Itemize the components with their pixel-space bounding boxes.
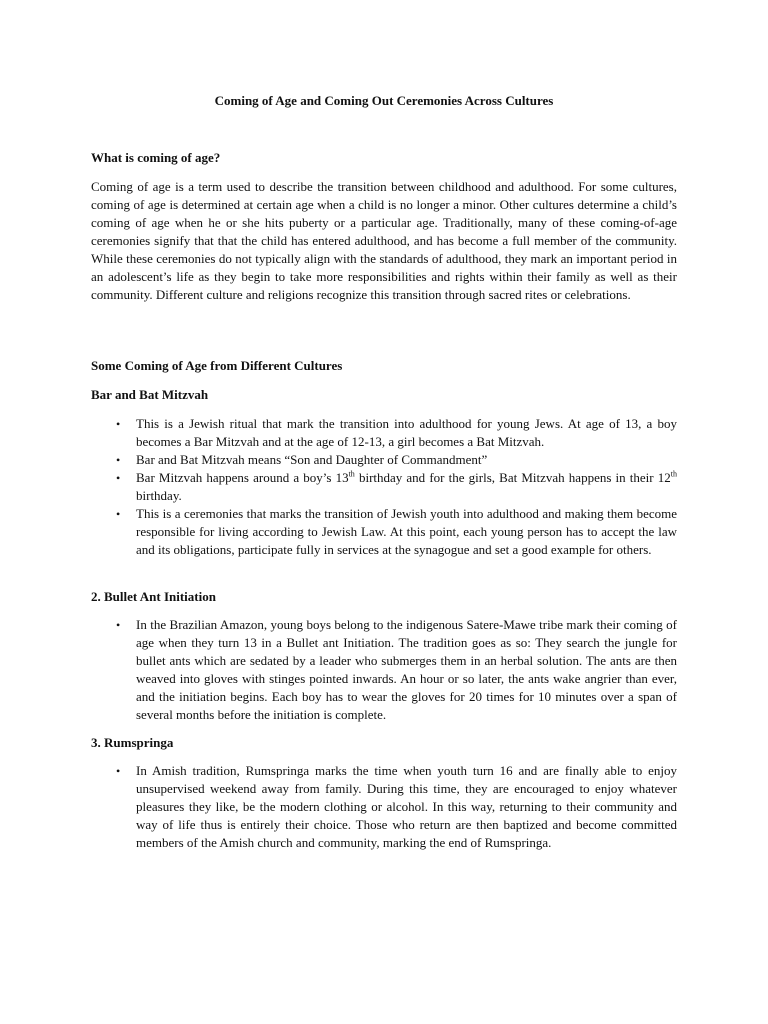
ordinal-superscript: th: [348, 469, 355, 479]
bullet-ant-initiation-list: [91, 616, 677, 724]
list-item-text-part: birthday and for the girls, Bat Mitzvah happens in their 12: [354, 470, 671, 485]
list-item: [91, 451, 677, 469]
rumspringa-heading: 3. Rumspringa: [91, 735, 174, 750]
bullet-marker: •: [116, 764, 121, 778]
what-is-coming-of-age-heading: What is coming of age?: [91, 150, 221, 165]
intro-paragraph: Coming of age is a term used to describe the transition between childhood and adulthood. For some cultures, coming of age is determined at certain age when a child is no longer a minor. Other cultures determine a child’s coming of age when he or she hits puberty or a particular age. Traditionally, many of these coming-of-age ceremonies signify that that the child has entered adulthood, and has become a full member of the community. While these ceremonies do not typically align with the standards of adulthood, they mark an important period in an adolescent’s life as they begin to take more responsibilities and rights within their family as well as their community. Different culture and religions recognize this transition through sacred rites or celebrations.: [91, 179, 677, 302]
list-item: [91, 505, 677, 559]
bar-bat-mitzvah-list: [91, 415, 677, 559]
bullet-marker: •: [116, 618, 121, 632]
list-item-text: Bar and Bat Mitzvah means “Son and Daughter of Commandment”: [136, 452, 488, 467]
bullet-ant-initiation-heading: 2. Bullet Ant Initiation: [91, 589, 216, 604]
list-item: [91, 616, 677, 724]
list-item-text: In Amish tradition, Rumspringa marks the time when youth turn 16 and are finally able to enjoy unsupervised weekend away from family. During this time, they are encouraged to enjoy whatever pleasures they like, be the modern clothing or alcohol. In this way, returning to their community and way of life thus is entirely their choice. Those who return are then baptized and become committed members of the Amish church and community, marking the end of Rumspringa.: [136, 763, 677, 850]
list-item-text-part: birthday.: [136, 488, 182, 503]
bullet-marker: •: [116, 417, 121, 431]
list-item-text: In the Brazilian Amazon, young boys belong to the indigenous Satere-Mawe tribe mark their coming of age when they turn 13 in a Bullet ant Initiation. The tradition goes as so: They search the jungle for bullet ants which are sedated by a leader who submerges them in an herbal solution. The ants are then weaved into gloves with stinges pointed inwards. An hour or so later, the ants wake angrier than ever, and the initiation begins. Each boy has to wear the gloves for 20 times for 10 minutes over a span of several months before the initiation is complete.: [136, 617, 677, 722]
bullet-marker: •: [116, 453, 121, 467]
rumspringa-list: [91, 762, 677, 852]
list-item: [91, 469, 677, 505]
bullet-marker: •: [116, 471, 121, 485]
list-item: [91, 415, 677, 451]
ordinal-superscript: th: [670, 469, 677, 479]
list-item-text-part: Bar Mitzvah happens around a boy’s 13: [136, 470, 349, 485]
bullet-marker: •: [116, 507, 121, 521]
bar-bat-mitzvah-heading: Bar and Bat Mitzvah: [91, 387, 209, 402]
list-item: [91, 762, 677, 852]
section-heading: Some Coming of Age from Different Cultures: [91, 358, 343, 373]
list-item-text: This is a ceremonies that marks the transition of Jewish youth into adulthood and making them become responsible for living according to Jewish Law. At this point, each young person has to accept the law and its obligations, participate fully in services at the synagogue and set a good example for others.: [136, 506, 677, 557]
list-item-text: This is a Jewish ritual that mark the transition into adulthood for young Jews. At age of 13, a boy becomes a Bar Mitzvah and at the age of 12-13, a girl becomes a Bat Mitzvah.: [136, 416, 677, 449]
document-title: Coming of Age and Coming Out Ceremonies Across Cultures: [214, 93, 554, 108]
